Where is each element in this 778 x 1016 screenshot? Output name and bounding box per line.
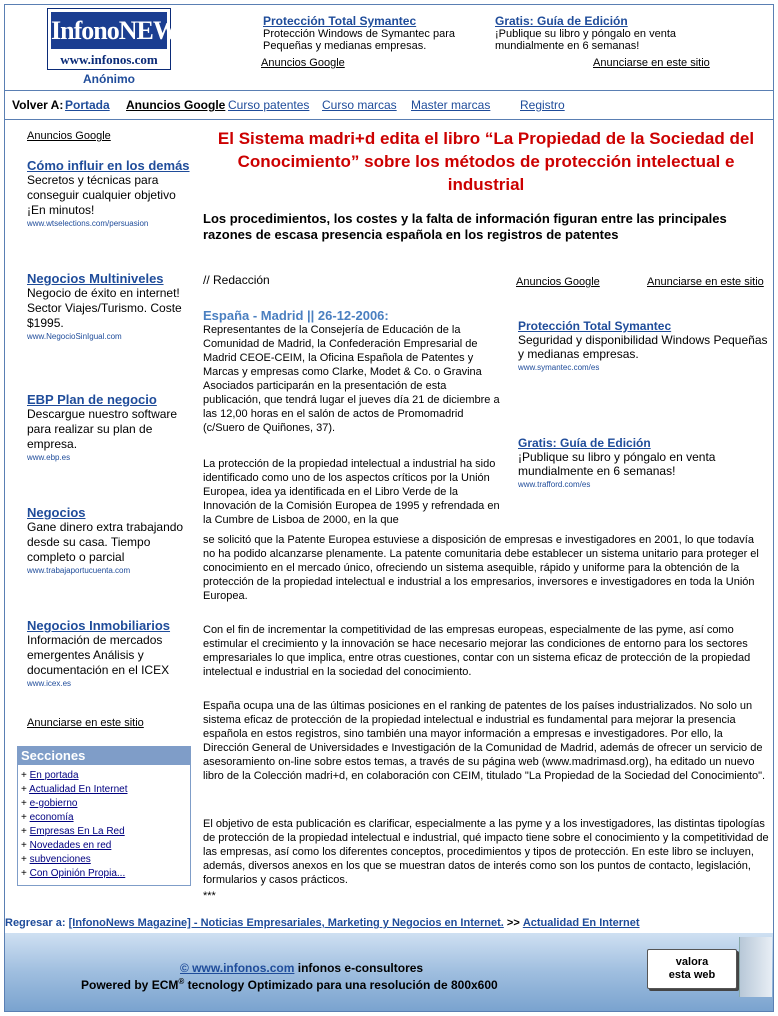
section-link[interactable]: En portada: [29, 770, 79, 781]
divider: [5, 119, 773, 120]
left-ad-1-url[interactable]: www.wtselections.com/persuasion: [27, 219, 149, 228]
article-title: El Sistema madri+d edita el libro “La Propiedad de la Sociedad del Conocimiento” sobre los métodos de protección intelectual e industrial: [217, 129, 755, 194]
article-paragraph-5: El objetivo de esta publicación es clarificar, especialmente a las pyme y a los investigadores, las distintas tipologías de protección de la propiedad intelectual e industrial, qué impacto tiene sobre el conocimiento y la competitividad de las empresas, así como los diferentes conceptos, procedimientos y tipos de protección. En este libro se incluyen, además, diversos anexos en los que se muestran datos de interés como son los puntos de contacto, legislación, formularios y casos prácticos.: [203, 818, 769, 886]
article-paragraph-2a: La protección de la propiedad intelectual a industrial ha sido identificado como uno de los aspectos críticos por la Unión Europea, idea ya identificada en el Libro Verde de la Innovación de la Comisión Europea de 1995 y refrendada en la Cumbre de Lisboa de 2000, en la que: [203, 458, 500, 526]
page: [4, 4, 774, 1012]
left-advertise-link[interactable]: Anunciarse en este sitio: [27, 717, 144, 729]
rate-line-2: esta web: [668, 969, 716, 981]
site-logo[interactable]: [47, 8, 192, 70]
right-ad-2-text: ¡Publique su libro y póngalo en venta mundialmente en 6 semanas!: [518, 450, 716, 478]
left-ad-3-title[interactable]: EBP Plan de negocio: [27, 392, 157, 407]
left-ad-1-title[interactable]: Cómo influir en los demás: [27, 158, 190, 173]
left-ad-4-text: Gane dinero extra trabajando desde su casa. Tiempo completo o parcial: [27, 520, 184, 564]
logo-text: InfonoNEWS: [51, 12, 167, 49]
section-link[interactable]: subvenciones: [29, 854, 91, 865]
left-ad-2-url[interactable]: www.NegocioSinIgual.com: [27, 332, 122, 341]
right-ad-1-title[interactable]: Protección Total Symantec: [518, 319, 672, 333]
top-ad-2[interactable]: [495, 15, 725, 52]
logo-url: www.infonos.com: [60, 52, 158, 67]
nav-curso-marcas[interactable]: Curso marcas: [322, 98, 397, 112]
footer-banner: [5, 933, 773, 1011]
header-advertise-link[interactable]: Anunciarse en este sitio: [593, 57, 710, 69]
footer-section-link[interactable]: Actualidad En Internet: [522, 917, 640, 929]
nav-bar: [5, 91, 773, 119]
nav-portada[interactable]: Portada: [65, 98, 110, 112]
article-paragraph-1: Representantes de la Consejería de Educación de la Comunidad de Madrid, la Confederación Empresarial de Madrid CEOE-CEIM, la Oficina Española de Patentes y Marcas y empresas como Clarke, Modet & Co. o Gravina Asociados participarán en la presentación de esta publicación, que tendrá lugar el jueves día 21 de diciembre a las 12,00 horas en el salón de actos de Promomadrid (c/Suero de Quiñones, 37).: [203, 324, 500, 434]
left-ad-4-title[interactable]: Negocios: [27, 505, 86, 520]
header-google-ads-link[interactable]: Anuncios Google: [261, 57, 345, 69]
footer-magazine-link[interactable]: [InfonoNews Magazine] - Noticias Empresariales, Marketing y Negocios en Internet.: [68, 917, 504, 929]
article-dateline: España - Madrid || 26-12-2006:: [203, 308, 389, 323]
article-subtitle: Los procedimientos, los costes y la falta de información figuran entre las principales razones de escasa presencia española en los registros de patentes: [203, 211, 727, 242]
list-item: + subvenciones: [21, 854, 91, 865]
footer-powered-label: Powered by ECM: [81, 978, 179, 992]
footer-powered: [81, 977, 498, 992]
right-ad-1-text: Seguridad y disponibilidad Windows Pequeñas y medianas empresas.: [518, 333, 768, 361]
section-link[interactable]: Novedades en red: [29, 840, 112, 851]
nav-curso-patentes[interactable]: Curso patentes: [228, 98, 310, 112]
left-ad-4[interactable]: [27, 505, 192, 577]
right-ad-2-title[interactable]: Gratis: Guía de Edición: [518, 436, 651, 450]
section-link[interactable]: Empresas En La Red: [29, 826, 125, 837]
rate-line-1: valora: [675, 956, 709, 968]
list-item: + e-gobierno: [21, 798, 78, 809]
left-ad-5-url[interactable]: www.icex.es: [27, 679, 72, 688]
top-ad-2-title[interactable]: Gratis: Guía de Edición: [495, 14, 628, 28]
right-advertise-link[interactable]: Anunciarse en este sitio: [647, 276, 764, 288]
monitor-graphic: [739, 937, 772, 997]
left-ad-3[interactable]: [27, 392, 192, 464]
left-ad-2[interactable]: [27, 271, 192, 343]
nav-registro[interactable]: Registro: [520, 98, 565, 112]
footer-breadcrumb: [5, 917, 773, 929]
footer-arrow: >>: [506, 917, 520, 929]
top-ad-2-text: ¡Publique su libro y póngalo en venta mundialmente en 6 semanas!: [495, 28, 677, 52]
left-ad-2-title[interactable]: Negocios Multiniveles: [27, 271, 164, 286]
article-author: // Redacción: [203, 273, 270, 287]
section-link[interactable]: Con Opinión Propia...: [29, 868, 126, 879]
footer-site-link[interactable]: © www.infonos.com: [180, 961, 295, 975]
registered-mark: ®: [178, 977, 185, 986]
right-ad-2[interactable]: [518, 436, 768, 492]
sections-box: [17, 746, 191, 886]
section-link[interactable]: economía: [29, 812, 74, 823]
list-item: + En portada: [21, 770, 79, 781]
right-ad-2-url[interactable]: www.trafford.com/es: [518, 480, 591, 489]
right-ad-1-url[interactable]: www.symantec.com/es: [518, 363, 600, 372]
left-ad-3-text: Descargue nuestro software para realizar su plan de empresa.: [27, 407, 178, 451]
left-ad-2-text: Negocio de éxito en internet! Sector Viajes/Turismo. Coste $1995.: [27, 286, 182, 330]
footer-credits: [180, 961, 423, 975]
section-link[interactable]: e-gobierno: [29, 798, 78, 809]
header: [5, 5, 773, 89]
sections-title: Secciones: [18, 747, 190, 765]
list-item: + Empresas En La Red: [21, 826, 125, 837]
sections-list: [18, 769, 190, 881]
left-ad-4-url[interactable]: www.trabajaportucuenta.com: [27, 566, 131, 575]
left-ad-5[interactable]: [27, 618, 192, 690]
top-ad-1-title[interactable]: Protección Total Symantec: [263, 14, 417, 28]
user-name: Anónimo: [83, 72, 135, 86]
list-item: + economía: [21, 812, 74, 823]
right-ad-1[interactable]: [518, 319, 768, 375]
nav-master-marcas[interactable]: Master marcas: [411, 98, 491, 112]
top-ad-1-text: Protección Windows de Symantec para Pequeñas y medianas empresas.: [263, 28, 455, 52]
nav-anuncios-google[interactable]: Anuncios Google: [126, 98, 226, 112]
footer-company: infonos e-consultores: [297, 961, 424, 975]
article-paragraph-2b: se solicitó que la Patente Europea estuviese a disposición de empresas e investigadores en 2001, lo que todavía no ha podido alcanzarse plenamente. La patente comunitaria debe establecer un sistema unitario para proteger el conocimiento en el mercado único, ofreciendo un sistema asequible, rápido y uniforme para la obtención de la protección de la propiedad intelectual e industrial a los empresarios, inversores e investigadores en toda la Unión Europea.: [203, 534, 759, 602]
left-ad-5-text: Información de mercados emergentes Análisis y documentación en el ICEX: [27, 633, 170, 677]
left-google-ads-link[interactable]: Anuncios Google: [27, 130, 111, 142]
left-ad-1-text: Secretos y técnicas para conseguir cualquier objetivo ¡En minutos!: [27, 173, 176, 217]
footer-powered-rest: tecnology Optimizado para una resolución de 800x600: [187, 978, 498, 992]
article-paragraph-3: Con el fin de incrementar la competitividad de las empresas europeas, especialmente de las pyme, así como estimular el crecimiento y la innovación se hace necesario mejorar las condiciones de entorno para los sectores empresariales lo que implica, entre otras cuestiones, contar con un sistema eficaz de protección de la propiedad intelectual e industrial en la sociedad del conocimiento.: [203, 624, 751, 678]
left-ad-1[interactable]: [27, 158, 192, 230]
left-ad-3-url[interactable]: www.ebp.es: [27, 453, 71, 462]
list-item: + Con Opinión Propia...: [21, 868, 126, 879]
rate-site-button[interactable]: [647, 949, 737, 989]
top-ad-1[interactable]: [263, 15, 483, 52]
list-item: + Actualidad En Internet: [21, 784, 128, 795]
footer-back-label: Regresar a:: [5, 917, 66, 929]
nav-label: Volver A:: [12, 98, 64, 112]
article-paragraph-4: España ocupa una de las últimas posiciones en el ranking de patentes de los países industrializados. No solo un sistema eficaz de protección de la propiedad intelectual e industrial es fundamental para mejorar la presencia española en estos registros, sino también una mayor información a empresas e investigadores. Por ello, la Dirección General de Universidades e Investigación de la Comunidad de Madrid, además de ofrecer un servicio de asesoramiento on-line sobre estos temas, a través de su página web (www.madrimasd.org), ha editado un nuevo libro de la Colección madri+d, en colaboración con CEIM, titulado "La Propiedad de la Sociedad del Conocimiento".: [203, 700, 766, 782]
list-item: + Novedades en red: [21, 840, 112, 851]
left-ad-5-title[interactable]: Negocios Inmobiliarios: [27, 618, 171, 633]
section-link[interactable]: Actualidad En Internet: [29, 784, 128, 795]
right-google-ads-link[interactable]: Anuncios Google: [516, 276, 600, 288]
article-end-mark: ***: [203, 890, 216, 902]
